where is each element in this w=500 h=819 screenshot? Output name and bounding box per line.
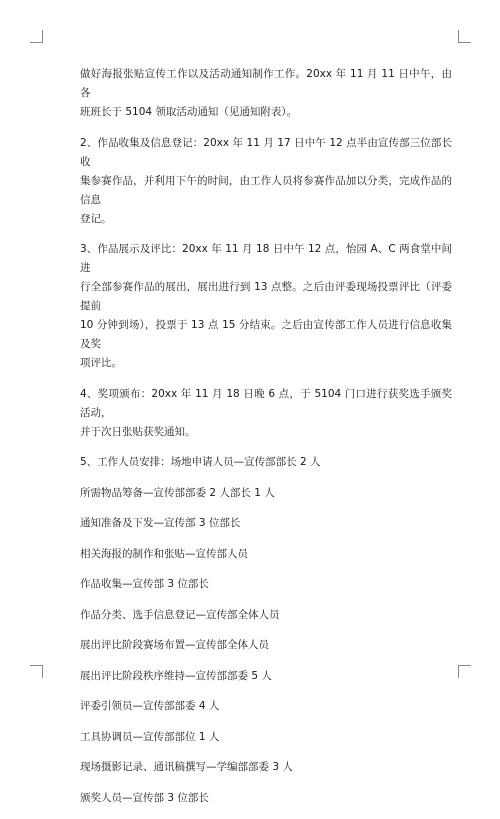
crop-mark-top-left	[30, 30, 43, 43]
text-line: 做好海报张贴宣传工作以及活动通知制作工作。20xx 年 11 月 11 日中午，由各	[80, 68, 452, 99]
text-line: 2、作品收集及信息登记：20xx 年 11 月 17 日中午 12 点半由宣传部三位部长收	[80, 136, 452, 168]
staff-item: 所需物品筹备—宣传部部委 2 人部长 1 人	[80, 486, 275, 499]
staff-item: 作品分类、选手信息登记—宣传部全体人员	[80, 608, 280, 621]
text-line: 项评比。	[80, 357, 122, 369]
text-line: 班班长于 5104 领取活动通知（见通知附表）。	[80, 106, 298, 118]
crop-mark-bottom-right	[458, 665, 471, 678]
text-line: 登记。	[80, 212, 112, 225]
paragraph-collection	[80, 134, 452, 229]
staff-item: 评委引领员—宣传部部委 4 人	[80, 700, 220, 712]
text-line: 4、奖项颁布：20xx 年 11 月 18 日晚 6 点，于 5104 门口进行获奖选手颁奖活动，	[80, 387, 452, 419]
paragraph-exhibition	[80, 240, 452, 373]
staff-heading: 5、工作人员安排：场地申请人员—宣传部部长 2 人	[80, 456, 321, 468]
crop-mark-top-right	[458, 30, 471, 43]
crop-mark-bottom-left	[30, 665, 43, 678]
staff-item: 颁奖人员—宣传部 3 位部长	[80, 791, 209, 804]
staff-item: 展出评比阶段赛场布置—宣传部全体人员	[80, 639, 269, 651]
text-line: 并于次日张贴获奖通知。	[80, 425, 196, 438]
staff-item: 作品收集—宣传部 3 位部长	[80, 578, 209, 590]
staff-item: 相关海报的制作和张贴—宣传部人员	[80, 547, 248, 560]
document-body	[80, 65, 452, 819]
staff-item: 工具协调员—宣传部部位 1 人	[80, 730, 220, 743]
staff-item: 通知准备及下发—宣传部 3 位部长	[80, 517, 241, 529]
staff-item: 展出评比阶段秩序维持—宣传部部委 5 人	[80, 669, 272, 682]
paragraph-awards	[80, 385, 452, 442]
text-line: 行全部参赛作品的展出，展出进行到 13 点整。之后由评委现场投票评比（评委提前	[80, 281, 452, 312]
text-line: 集参赛作品，并利用下午的时间，由工作人员将参赛作品加以分类，完成作品的信息	[80, 174, 452, 206]
staff-item: 现场摄影记录、通讯稿撰写—学编部部委 3 人	[80, 761, 293, 773]
paragraph-publicity	[80, 65, 452, 122]
text-line: 10 分钟到场），投票于 13 点 15 分结束。之后由宣传部工作人员进行信息收集及奖	[80, 319, 452, 350]
text-line: 3、作品展示及评比：20xx 年 11 月 18 日中午 12 点，怡园 A、C 两食堂中间进	[80, 243, 452, 274]
staff-list	[80, 453, 452, 808]
